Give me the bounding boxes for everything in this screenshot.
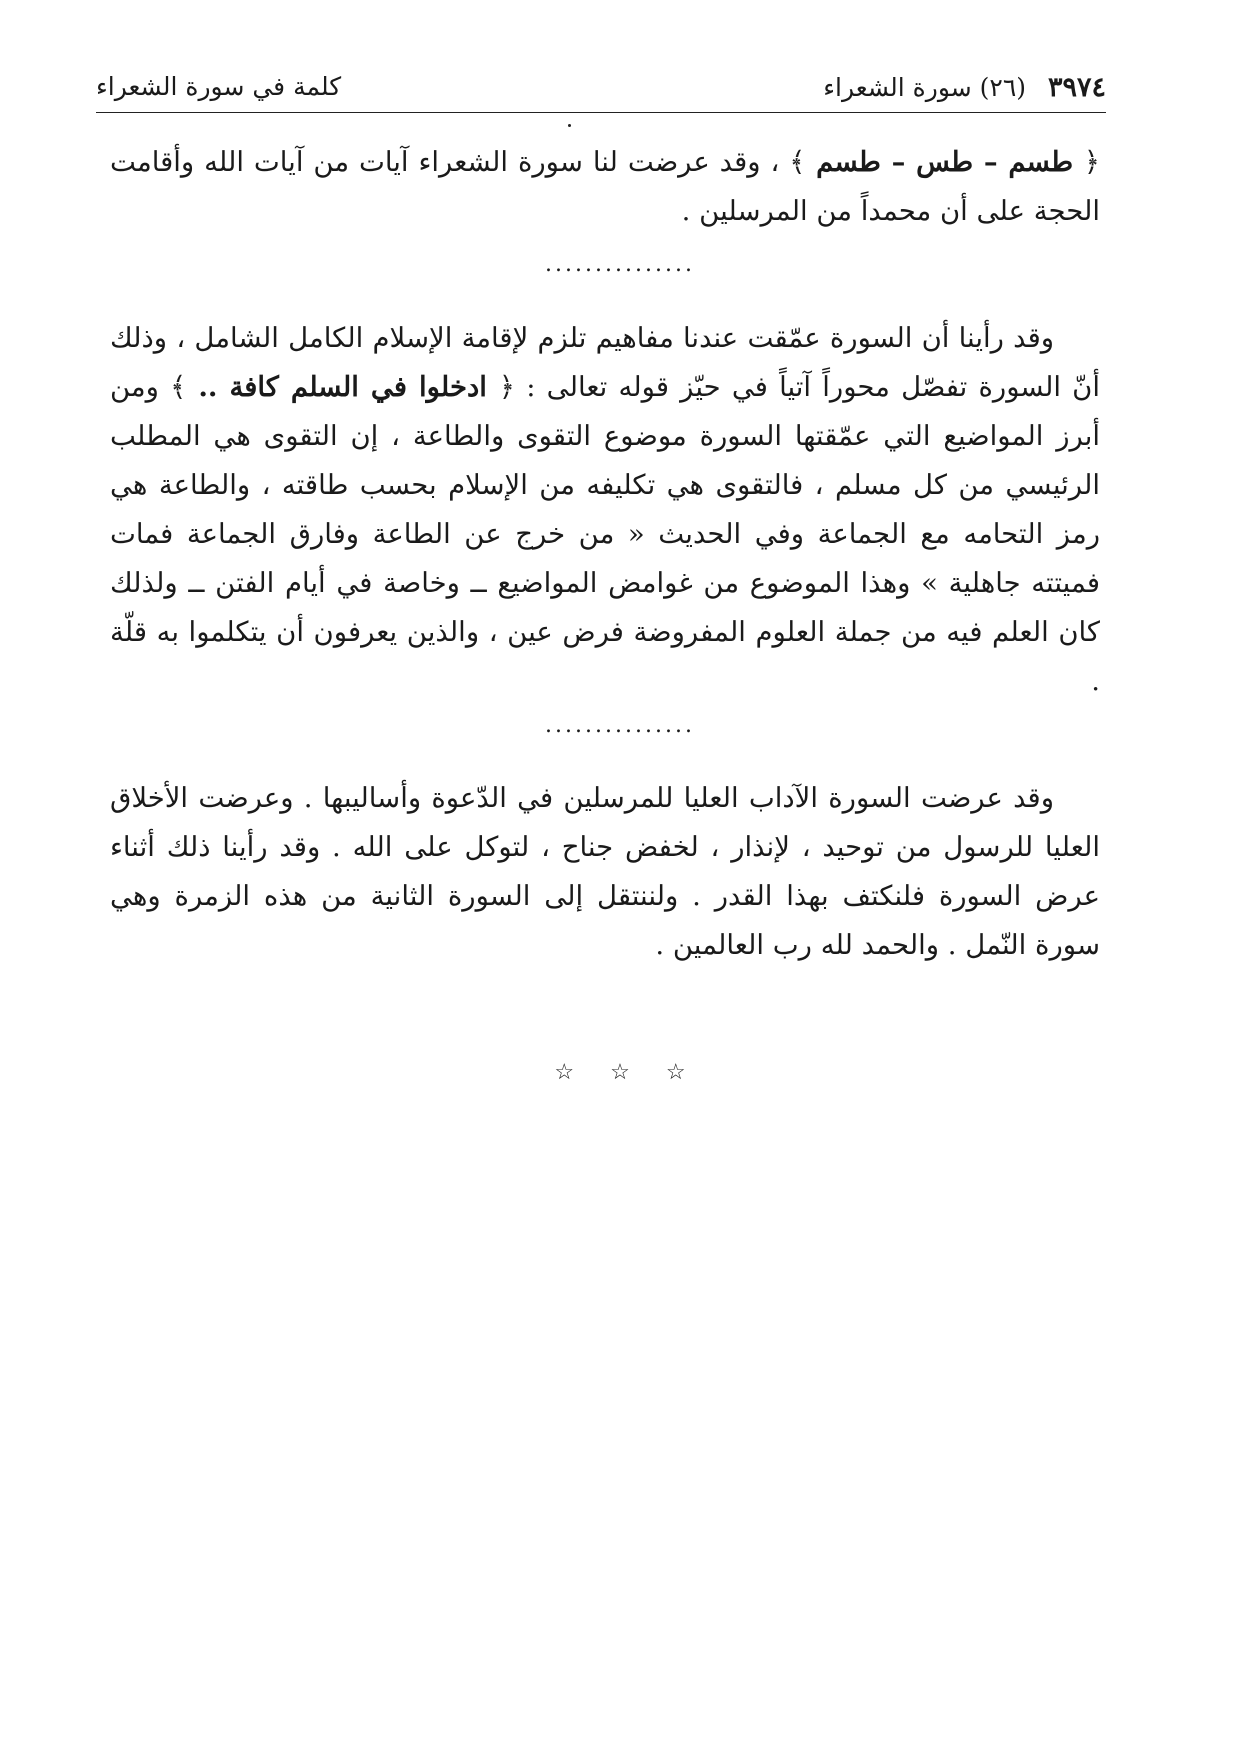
end-ornament xyxy=(520,1060,720,1085)
paragraph-taqwa-obedience xyxy=(110,314,1100,706)
page-number: ٣٩٧٤ xyxy=(1047,72,1106,103)
para2-text-before: وقد رأينا أن السورة عمّقت عندنا مفاهيم تلزم لإقامة الإسلام الكامل الشامل ، وذلك أنّ السورة تفصّل محوراً آتياً في حيّز قوله تعالى : xyxy=(110,322,1101,403)
header-right xyxy=(823,72,1106,103)
section-title: كلمة في سورة الشعراء xyxy=(96,72,342,101)
ornate-bracket-open: ﴿ xyxy=(498,371,516,403)
surah-reference: (٢٦) سورة الشعراء xyxy=(823,73,1027,102)
disjointed-letters: طسم – طس – طسم xyxy=(816,146,1074,178)
ornate-bracket-close: ﴾ xyxy=(789,146,806,178)
para3-text: وقد عرضت السورة الآداب العليا للمرسلين في الدّعوة وأساليبها . وعرضت الأخلاق العليا للرسول من توحيد ، لإنذار ، لخفض جناح ، لتوكل على الله . وقد رأينا ذلك أثناء عرض السورة فلنكتف بهذا القدر . ولننتقل إلى السورة الثانية من هذه الزمرة وهي سورة النّمل . والحمد لله رب العالمين . xyxy=(110,782,1100,961)
header-dot-mark xyxy=(568,124,571,127)
quran-quote-text: ادخلوا في السلم كافة .. xyxy=(198,371,487,403)
section-separator-1: ............... xyxy=(545,252,695,277)
para2-text-after: ومن أبرز المواضيع التي عمّقتها السورة موضوع التقوى والطاعة ، إن التقوى هي المطلب الرئيسي من كل مسلم ، فالتقوى هي تكليفه من الإسلام بحسب طاقته ، والطاعة هي رمز التحامه مع الجماعة وفي الحديث « من خرج عن الطاعة وفارق الجماعة فمات فميتته جاهلية » وهذا الموضوع من غوامض المواضيع ــ وخاصة في أيام الفتن ــ ولذلك كان العلم فيه من جملة العلوم المفروضة فرض عين ، والذين يعرفون أن يتكلموا به قلّة . xyxy=(110,371,1100,697)
star-icon: ☆ xyxy=(665,1060,686,1085)
quran-letters-quote xyxy=(789,146,1100,178)
intro-text: ، وقد عرضت لنا سورة الشعراء آيات من آيات الله وأقامت الحجة على أن محمداً من المرسلين . xyxy=(110,146,1100,227)
ornate-bracket-close: ﴾ xyxy=(170,371,187,403)
section-separator-2: ............... xyxy=(545,713,695,738)
star-icon: ☆ xyxy=(554,1060,575,1085)
ornate-bracket-open: ﴿ xyxy=(1083,146,1100,178)
quran-quote xyxy=(170,371,515,403)
star-icon: ☆ xyxy=(610,1060,630,1085)
paragraph-etiquette xyxy=(110,774,1100,970)
intro-paragraph xyxy=(110,138,1100,236)
header-rule xyxy=(96,112,1106,113)
page-header xyxy=(96,68,1106,112)
